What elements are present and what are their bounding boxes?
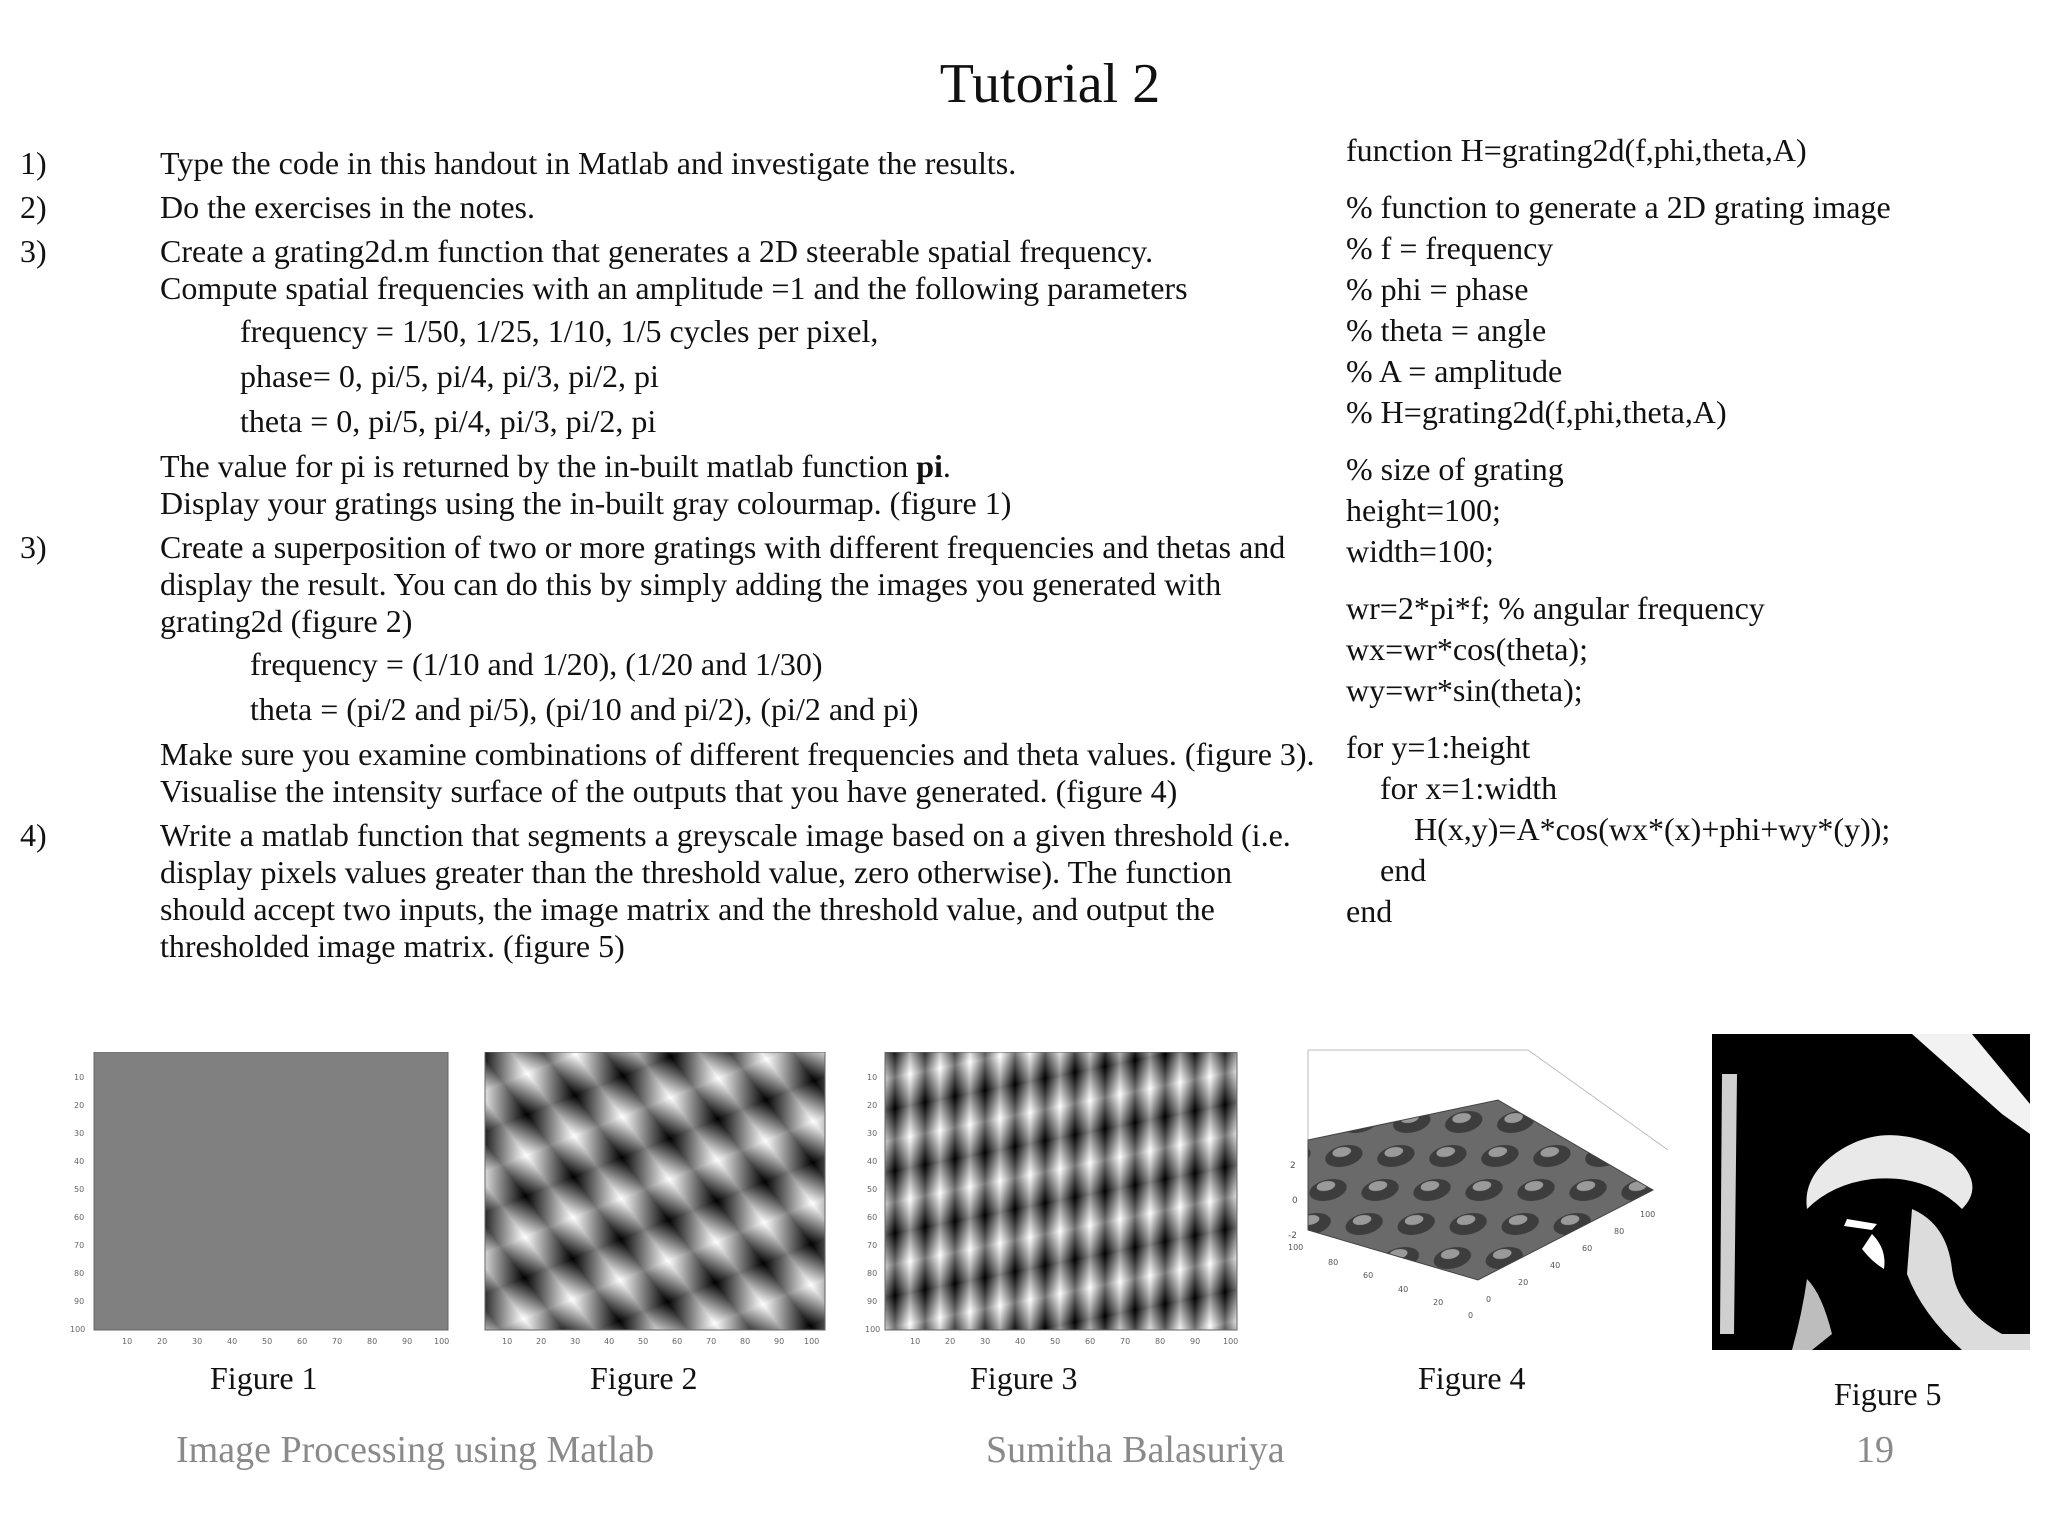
svg-text:20: 20: [536, 1337, 547, 1346]
svg-text:40: 40: [74, 1157, 85, 1166]
figure-3-y-ticks: [865, 1073, 880, 1334]
figure-2-caption: Figure 2: [590, 1360, 698, 1396]
item-text: Make sure you examine combinations of different frequencies and theta values. (figure 3).: [160, 736, 1315, 772]
item-text: Create a grating2d.m function that generates a 2D steerable spatial frequency.: [160, 233, 1154, 269]
svg-text:30: 30: [867, 1129, 878, 1138]
item-3: [20, 233, 1320, 522]
svg-text:70: 70: [706, 1337, 717, 1346]
svg-text:40: 40: [867, 1157, 878, 1166]
svg-text:60: 60: [1085, 1337, 1096, 1346]
svg-text:90: 90: [867, 1297, 878, 1306]
item-text: Type the code in this handout in Matlab and investigate the results.: [160, 145, 1017, 181]
code-line: % function to generate a 2D grating image: [1346, 189, 1891, 225]
item-number: 3): [20, 529, 47, 565]
svg-text:20: 20: [867, 1101, 878, 1110]
code-line: wy=wr*sin(theta);: [1346, 672, 1583, 708]
code-signature: function H=grating2d(f,phi,theta,A): [1346, 132, 1807, 168]
item-number: 1): [20, 145, 47, 181]
parameter-line: theta = 0, pi/5, pi/4, pi/3, pi/2, pi: [240, 403, 657, 439]
parameter-list: [160, 313, 1320, 440]
svg-text:50: 50: [262, 1337, 273, 1346]
code-line: % H=grating2d(f,phi,theta,A): [1346, 394, 1727, 430]
svg-text:80: 80: [74, 1269, 85, 1278]
svg-text:80: 80: [867, 1269, 878, 1278]
code-line: end: [1380, 852, 1427, 888]
code-line: % theta = angle: [1346, 312, 1547, 348]
code-line: % f = frequency: [1346, 230, 1554, 266]
code-line: height=100;: [1346, 492, 1501, 528]
svg-text:-2: -2: [1288, 1231, 1297, 1241]
code-line: % size of grating: [1346, 451, 1564, 487]
svg-text:0: 0: [1468, 1311, 1474, 1320]
svg-text:80: 80: [740, 1337, 751, 1346]
item-number: 3): [20, 233, 47, 269]
item-1: [20, 145, 1320, 182]
svg-text:80: 80: [1614, 1227, 1625, 1236]
svg-text:60: 60: [74, 1213, 85, 1222]
item-number: 2): [20, 189, 47, 225]
svg-text:40: 40: [1398, 1285, 1409, 1294]
code-line: H(x,y)=A*cos(wx*(x)+phi+wy*(y));: [1414, 811, 1891, 847]
svg-text:0: 0: [1292, 1196, 1298, 1206]
figure-5-thresholded-image: [1712, 1034, 2032, 1350]
figure-4-surface-plot: [1268, 1040, 1688, 1350]
svg-text:0: 0: [1486, 1295, 1492, 1304]
svg-text:40: 40: [604, 1337, 615, 1346]
svg-text:50: 50: [1050, 1337, 1061, 1346]
code-line: % A = amplitude: [1346, 353, 1563, 389]
svg-text:60: 60: [672, 1337, 683, 1346]
svg-text:20: 20: [945, 1337, 956, 1346]
svg-text:70: 70: [867, 1241, 878, 1250]
figure-1-image: [94, 1052, 448, 1330]
svg-text:40: 40: [227, 1337, 238, 1346]
parameter-line: frequency = (1/10 and 1/20), (1/20 and 1/30): [250, 646, 823, 682]
item-text: Do the exercises in the notes.: [160, 189, 535, 225]
figure-3-caption: Figure 3: [970, 1360, 1078, 1396]
item-text: Visualise the intensity surface of the outputs that you have generated. (figure 4): [160, 773, 1178, 809]
figure-2-image: [485, 1052, 825, 1330]
figure-1-y-ticks: [70, 1073, 85, 1334]
svg-text:20: 20: [1518, 1278, 1529, 1287]
svg-text:80: 80: [1328, 1258, 1339, 1267]
svg-text:20: 20: [157, 1337, 168, 1346]
parameter-line: phase= 0, pi/5, pi/4, pi/3, pi/2, pi: [240, 358, 659, 394]
figure-3-superposition: [865, 1052, 1250, 1352]
code-line: wr=2*pi*f; % angular frequency: [1346, 590, 1765, 626]
item-text: Create a superposition of two or more gratings with different frequencies and thetas and display the result. You can do this by simply adding the images you generated with grating2d (figure 2): [160, 529, 1286, 639]
svg-text:40: 40: [1015, 1337, 1026, 1346]
footer-author: Sumitha Balasuriya: [986, 1429, 1285, 1471]
code-line: width=100;: [1346, 533, 1494, 569]
figure-2-superposition: [480, 1052, 840, 1352]
svg-text:90: 90: [774, 1337, 785, 1346]
svg-text:100: 100: [1288, 1243, 1304, 1252]
svg-text:100: 100: [865, 1325, 881, 1334]
code-line: wx=wr*cos(theta);: [1346, 631, 1588, 667]
svg-text:30: 30: [74, 1129, 85, 1138]
svg-text:50: 50: [638, 1337, 649, 1346]
figure-5-caption: Figure 5: [1834, 1376, 1942, 1412]
code-comments: [1346, 187, 2026, 433]
code-line: for y=1:height: [1346, 729, 1531, 765]
figure-3-x-ticks: [910, 1337, 1238, 1346]
figure-4-caption: Figure 4: [1418, 1360, 1526, 1396]
instructions: [20, 145, 1320, 972]
svg-text:2: 2: [1290, 1161, 1296, 1171]
figure-3-image: [885, 1052, 1237, 1330]
svg-text:60: 60: [1582, 1244, 1593, 1253]
svg-text:30: 30: [980, 1337, 991, 1346]
svg-text:20: 20: [74, 1101, 85, 1110]
svg-text:60: 60: [1363, 1271, 1374, 1280]
item-number: 4): [20, 817, 47, 853]
svg-text:80: 80: [367, 1337, 378, 1346]
svg-text:60: 60: [297, 1337, 308, 1346]
figure-1-grating: [66, 1052, 456, 1352]
svg-text:90: 90: [402, 1337, 413, 1346]
figure-1-x-ticks: [122, 1337, 449, 1346]
svg-text:70: 70: [74, 1241, 85, 1250]
svg-text:30: 30: [570, 1337, 581, 1346]
svg-text:40: 40: [1550, 1261, 1561, 1270]
item-text: Write a matlab function that segments a greyscale image based on a given threshold (i.e. display pixels values greater than the threshold value, zero otherwise). The function should accept two inputs, the image matrix and the threshold value, and output the thresholded image matrix. (figure 5): [160, 817, 1291, 964]
pi-keyword: pi: [916, 448, 943, 484]
svg-text:100: 100: [70, 1325, 86, 1334]
svg-text:50: 50: [867, 1185, 878, 1194]
parameter-list: [160, 646, 1320, 728]
figure-4-z-ticks: [1288, 1161, 1298, 1241]
code-line: for x=1:width: [1380, 770, 1558, 806]
svg-text:10: 10: [74, 1073, 85, 1082]
figure-4-surface: [1308, 1100, 1656, 1280]
item-text: Compute spatial frequencies with an amplitude =1 and the following parameters: [160, 270, 1188, 306]
code-size: [1346, 449, 2026, 572]
code-listing: [1346, 130, 2026, 948]
svg-text:100: 100: [1223, 1337, 1239, 1346]
item-3b: [20, 529, 1320, 810]
parameter-line: theta = (pi/2 and pi/5), (pi/10 and pi/2), (pi/2 and pi): [250, 691, 919, 727]
svg-text:10: 10: [502, 1337, 513, 1346]
svg-text:90: 90: [74, 1297, 85, 1306]
svg-text:100: 100: [1640, 1210, 1656, 1219]
svg-text:30: 30: [192, 1337, 203, 1346]
code-frequency: [1346, 588, 2026, 711]
pi-note: The value for pi is returned by the in-built matlab function pi.: [160, 448, 951, 484]
svg-text:100: 100: [804, 1337, 820, 1346]
item-2: [20, 189, 1320, 226]
code-line: end: [1346, 893, 1393, 929]
svg-text:10: 10: [867, 1073, 878, 1082]
svg-text:10: 10: [122, 1337, 133, 1346]
svg-text:50: 50: [74, 1185, 85, 1194]
code-line: % phi = phase: [1346, 271, 1529, 307]
footer-page-number: 19: [1856, 1429, 1894, 1471]
item-text: Display your gratings using the in-built gray colourmap. (figure 1): [160, 485, 1012, 521]
svg-text:70: 70: [1120, 1337, 1131, 1346]
figure-1-caption: Figure 1: [210, 1360, 318, 1396]
svg-text:70: 70: [332, 1337, 343, 1346]
item-4: [20, 817, 1320, 965]
svg-text:100: 100: [434, 1337, 450, 1346]
svg-text:90: 90: [1190, 1337, 1201, 1346]
code-loop: [1346, 727, 2026, 932]
footer-course: Image Processing using Matlab: [176, 1429, 655, 1471]
svg-text:60: 60: [867, 1213, 878, 1222]
slide-title: Tutorial 2: [939, 53, 1161, 115]
figure-2-x-ticks: [502, 1337, 819, 1346]
parameter-line: frequency = 1/50, 1/25, 1/10, 1/5 cycles per pixel,: [240, 313, 879, 349]
svg-text:80: 80: [1155, 1337, 1166, 1346]
svg-text:20: 20: [1433, 1298, 1444, 1307]
svg-text:10: 10: [910, 1337, 921, 1346]
